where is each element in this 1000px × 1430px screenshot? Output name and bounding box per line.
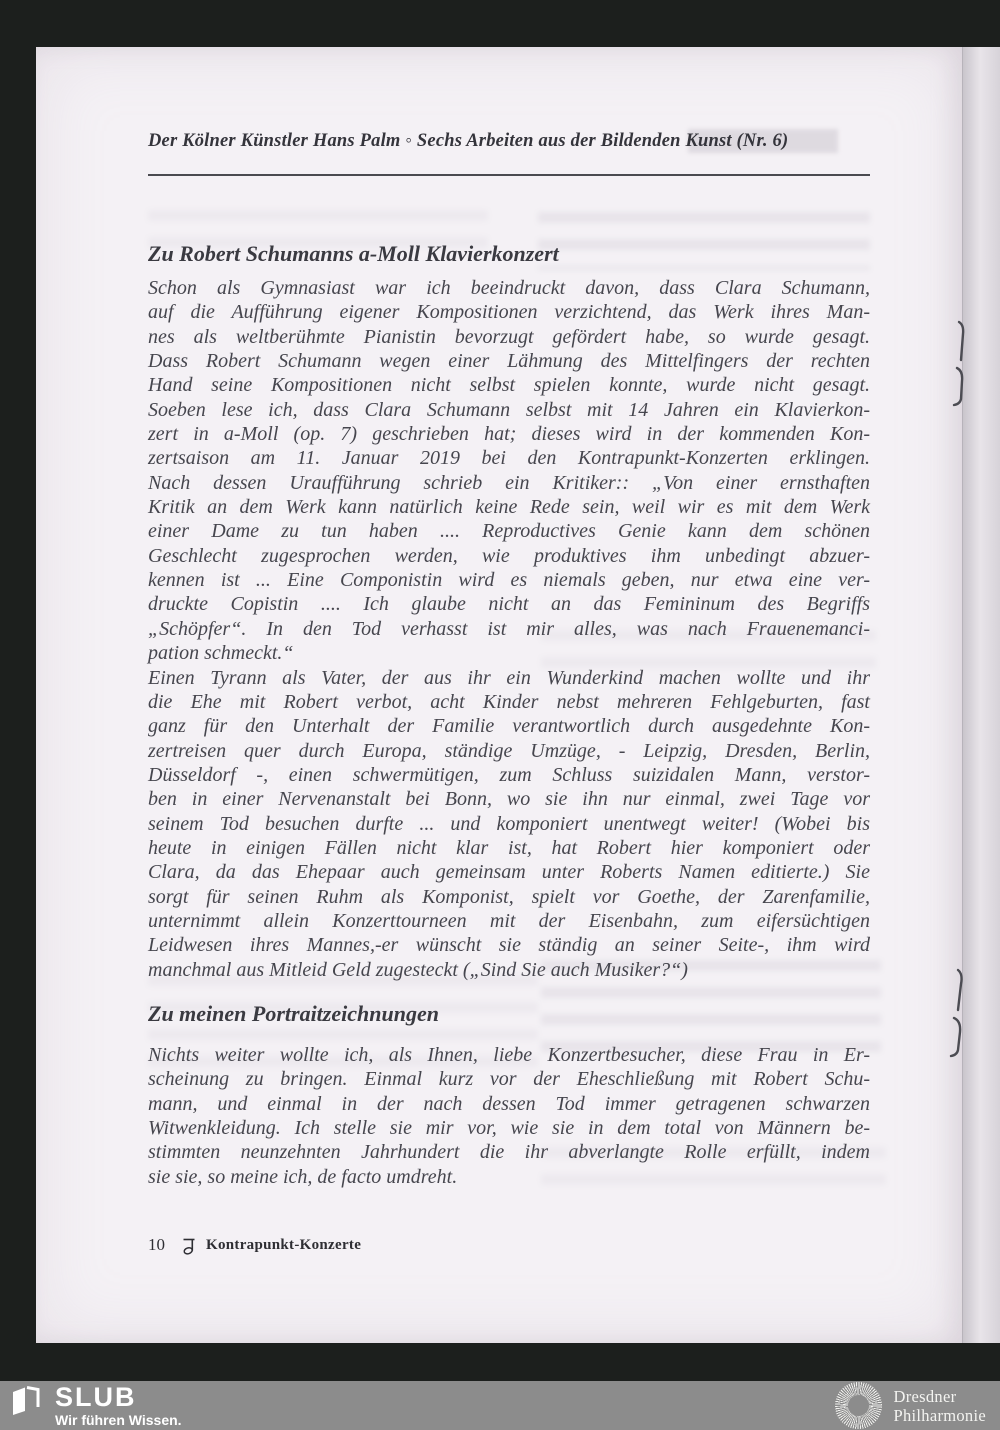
bleedthrough-artifact [538,212,870,270]
page-footer [148,1235,361,1255]
staple-mark [944,318,970,410]
text-line: Einen Tyrann als Vater, der aus ihr ein Wunderkind machen wollte und ihr [148,666,870,689]
text-line: Düsseldorf -, einen schwermütigen, zum Schluss suizidalen Mann, verstor- [148,763,870,786]
page-number: 10 [148,1235,165,1254]
text-line: Hand seine Kompositionen nicht selbst spielen konnte, wurde nicht gesagt. [148,374,870,397]
text-line: nes als weltberühmte Pianistin bevorzugt gefördert habe, so wurde gesagt. [148,325,870,348]
text-line: pation schmeckt.“ [148,642,294,665]
text-line: manchmal aus Mitleid Geld zugesteckt („Sind Sie auch Musiker?“) [148,958,688,981]
music-note-icon [181,1236,198,1255]
text-line: Kritik an dem Werk kann natürlich keine Rede sein, weil wir es mit dem Werk [148,496,870,519]
text-line: Clara, da das Ehepaar auch gemeinsam unter Roberts Namen editierte.) Sie [148,861,870,884]
section-title: Zu Robert Schumanns a-Moll Klavierkonzert [148,241,559,266]
text-line: „Schöpfer“. In den Tod verhasst ist mir alles, was nach Frauenemanci- [148,617,870,640]
body-text [148,276,870,982]
text-line: scheinung zu bringen. Einmal kurz vor der Eheschließung mit Robert Schu- [148,1068,870,1091]
dresdner-philharmonie-logo [835,1382,986,1429]
text-line: Soeben lese ich, dass Clara Schumann selbst mit 14 Jahren ein Klavierkon- [148,398,870,421]
text-line: sorgt für seinen Ruhm als Komponist, spielt vor Goethe, der Zarenfamilie, [148,885,870,908]
document-page [36,47,962,1343]
text-line: druckte Copistin .... Ich glaube nicht an das Femininum des Begriffs [148,593,870,616]
text-line: zert in a-Moll (op. 7) geschrieben hat; dieses wird in der kommenden Kon- [148,423,870,446]
text-line: stimmten neunzehnten Jahrhundert die ihr abverlangte Rolle erfüllt, indem [148,1141,870,1164]
text-line: Geschlecht zugesprochen werden, wie produktives ihm unbedingt abzuer- [148,544,870,567]
text-line: Schon als Gymnasiast war ich beeindruckt davon, dass Clara Schumann, [148,277,870,299]
text-line: kennen ist ... Eine Componistin wird es niemals geben, nur etwa eine ver- [148,569,870,592]
text-line: ganz für den Unterhalt der Familie verantwortlich durch ausgedehnte Kon- [148,715,870,738]
page-fold-edge [962,47,1000,1343]
open-book-icon [10,1384,41,1416]
slub-logo [10,1384,182,1428]
slub-tagline: Wir führen Wissen. [55,1412,182,1428]
body-text [148,1043,870,1189]
text-line: sie sie, so meine ich, de facto umdreht. [148,1165,458,1188]
text-line: ben in einer Nervenanstalt bei Bonn, wo sie ihn nur einmal, zwei Tage vor [148,788,870,811]
text-line: mann, und einmal in der nach dessen Tod immer getragenen schwarzen [148,1092,870,1115]
text-line: Nach dessen Uraufführung schrieb ein Kritiker:: „Von einer ernsthaften [148,471,870,494]
header-rule [148,174,870,176]
text-line: unternimmt allein Konzerttourneen mit der Eisenbahn, zum eifersüchtigen [148,909,870,932]
text-line: auf die Aufführung eigener Kompositionen verzichtend, das Werk ihres Man- [148,301,870,324]
staple-mark [942,966,968,1062]
text-line: die Ehe mit Robert verbot, acht Kinder nebst mehreren Fehlgeburten, fast [148,690,870,713]
text-line: Nichts weiter wollte ich, als Ihnen, liebe Konzertbesucher, diese Frau in Er- [148,1044,870,1066]
branding-bar [0,1381,1000,1430]
dresdner-philharmonie-name: Dresdner Philharmonie [893,1386,986,1425]
text-line: einer Dame zu tun haben .... Reproductives Genie kann dem schönen [148,520,870,543]
running-head: Der Kölner Künstler Hans Palm ◦ Sechs Arbeiten aus der Bildenden Kunst (Nr. 6) [148,131,789,151]
text-line: Dass Robert Schumann wegen einer Lähmung des Mittelfingers der rechten [148,350,870,373]
slub-name: SLUB [55,1382,137,1412]
text-line: zertsaison am 11. Januar 2019 bei den Kontrapunkt-Konzerten erklingen. [148,447,870,470]
text-line: Leidwesen ihres Mannes,-er wünscht sie ständig an seiner Seite-, ihm wird [148,934,870,957]
text-line: zertreisen quer durch Europa, ständige Umzüge, - Leipzig, Dresden, Berlin, [148,739,870,762]
text-line: heute in einigen Fällen nicht klar ist, hat Robert hier komponiert oder [148,836,870,859]
text-line: seinem Tod besuchen durfte ... und komponiert unentwegt weiter! (Wobei bis [148,812,870,835]
text-line: Witwenkleidung. Ich stelle sie mir vor, wie sie in dem total von Männern be- [148,1117,870,1140]
starburst-icon [835,1382,882,1429]
series-label: Kontrapunkt-Konzerte [206,1236,362,1253]
section-title: Zu meinen Portraitzeichnungen [148,1001,439,1026]
